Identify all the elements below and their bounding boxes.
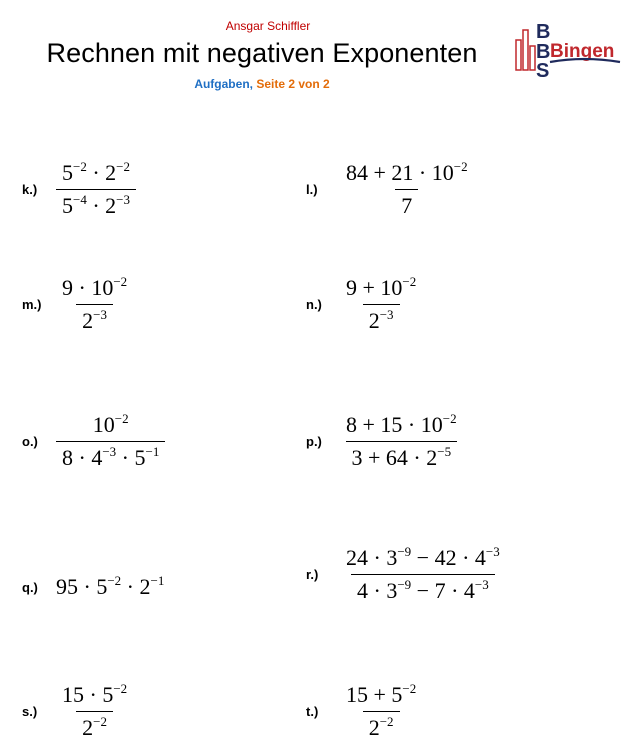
fraction <box>56 275 133 334</box>
logo-letter-s: S <box>536 60 550 78</box>
page-subtitle <box>0 77 524 91</box>
task-label: l.) <box>306 182 318 197</box>
task-label: q.) <box>22 579 38 595</box>
task-label: s.) <box>22 704 38 719</box>
denominator: $2^{-2}$ <box>76 711 113 741</box>
task-label: p.) <box>306 434 322 449</box>
task-label: t.) <box>306 704 319 719</box>
logo-letter-b1: B <box>536 21 551 43</box>
task-label: m.) <box>22 297 42 312</box>
task-s <box>22 682 133 741</box>
page-title: Rechnen mit negativen Exponenten <box>46 38 478 68</box>
denominator: $2^{-3}$ <box>76 304 113 334</box>
task-label: k.) <box>22 182 38 197</box>
logo-word: Bingen <box>550 41 615 62</box>
numerator: $5^{-2} \cdot 2^{-2}$ <box>62 159 131 185</box>
task-label: o.) <box>22 434 38 449</box>
task-label: n.) <box>306 297 322 312</box>
task-o <box>22 412 165 471</box>
bbs-bingen-logo <box>512 18 624 78</box>
denominator: $4 \cdot 3^{-9} - 7 \cdot 4^{-3}$ <box>351 574 495 604</box>
task-l <box>306 160 474 219</box>
subtitle-page: Seite 2 von 2 <box>252 77 330 91</box>
fraction <box>340 275 422 334</box>
fraction <box>340 682 422 741</box>
fraction <box>56 412 165 471</box>
numerator: $10^{-2}$ <box>92 411 129 437</box>
task-t <box>306 682 422 741</box>
task-label: r.) <box>306 567 319 582</box>
expression: $95 \cdot 5^{-2} \cdot 2^{-1}$ <box>56 573 165 599</box>
numerator: $24 \cdot 3^{-9} - 42 \cdot 4^{-3}$ <box>346 544 500 570</box>
denominator: $2^{-3}$ <box>363 304 400 334</box>
denominator: $3 + 64 \cdot 2^{-5}$ <box>346 441 458 471</box>
task-p <box>306 412 463 471</box>
numerator: $9 \cdot 10^{-2}$ <box>62 274 128 300</box>
fraction <box>340 412 463 471</box>
denominator: $2^{-2}$ <box>363 711 400 741</box>
fraction <box>56 160 136 219</box>
numerator: $15 \cdot 5^{-2}$ <box>62 681 128 707</box>
task-k <box>22 160 136 219</box>
numerator: $8 + 15 \cdot 10^{-2}$ <box>346 411 457 437</box>
fraction <box>340 545 506 604</box>
denominator: 7 <box>395 189 418 219</box>
denominator: $5^{-4} \cdot 2^{-3}$ <box>56 189 136 219</box>
task-n <box>306 275 422 334</box>
numerator: $84 + 21 \cdot 10^{-2}$ <box>346 159 468 185</box>
task-q <box>22 574 164 600</box>
numerator: $9 + 10^{-2}$ <box>346 274 417 300</box>
denominator: $8 \cdot 4^{-3} \cdot 5^{-1}$ <box>56 441 165 471</box>
task-m <box>22 275 133 334</box>
logo-letter-b2: B <box>536 41 551 63</box>
author-name: Ansgar Schiffler <box>225 19 311 33</box>
fraction <box>340 160 474 219</box>
fraction <box>56 682 133 741</box>
numerator: $15 + 5^{-2}$ <box>346 681 417 707</box>
subtitle-tasks: Aufgaben, <box>194 77 253 91</box>
task-r <box>306 545 506 604</box>
